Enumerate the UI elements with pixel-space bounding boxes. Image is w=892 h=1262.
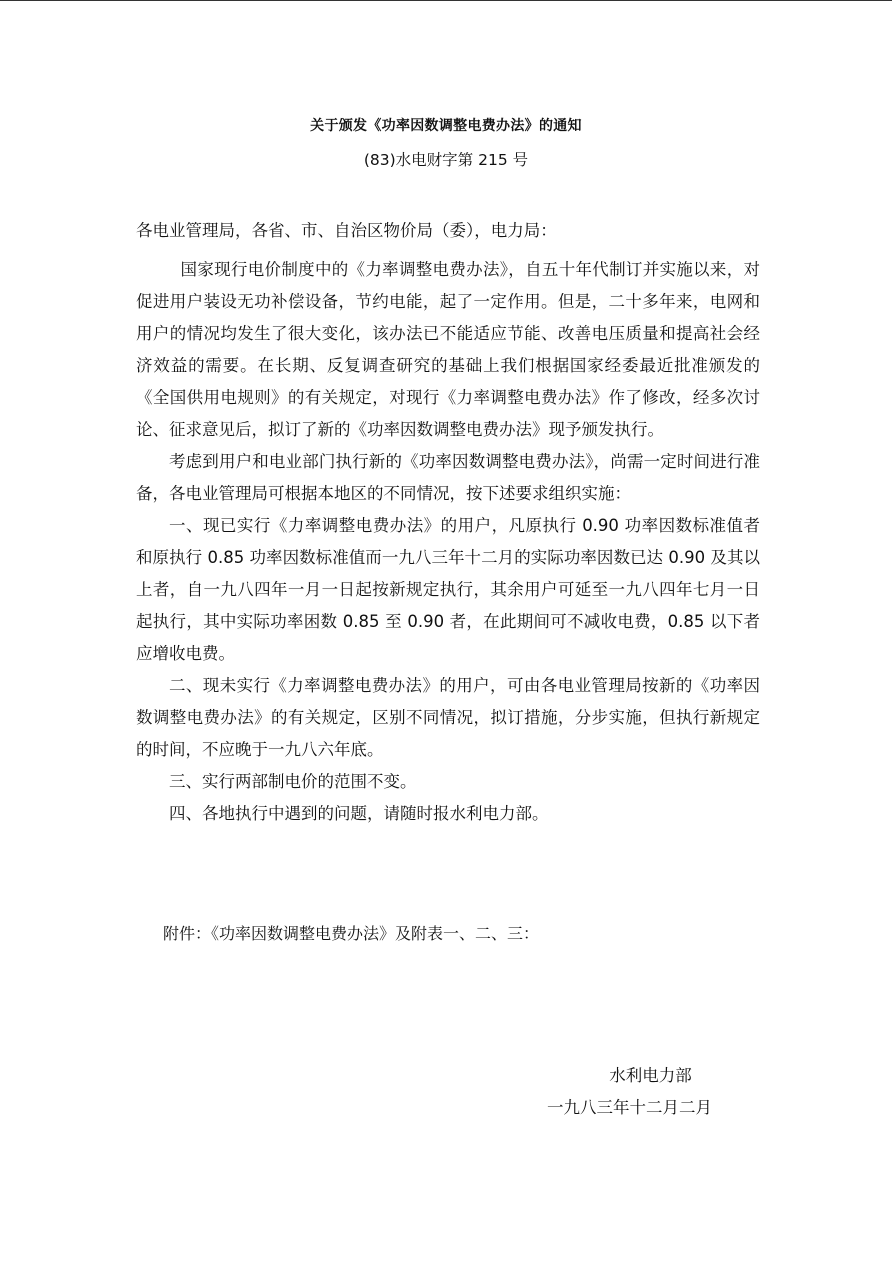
page-top-border [0,0,892,1]
signature-date: 一九八三年十二月二月 [547,1098,712,1117]
document-title: 关于颁发《功率因数调整电费办法》的通知 [310,118,582,134]
paragraph-item-2: 二、现未实行《力率调整电费办法》的用户，可由各电业管理局按新的《功率因数调整电费办法》的有关规定，区别不同情况，拟订措施，分步实施，但执行新规定的时间，不应晚于一九八六年底。 [136,676,760,759]
document-body [136,254,760,830]
paragraph-implementation: 考虑到用户和电业部门执行新的《功率因数调整电费办法》，尚需一定时间进行准备，各电业管理局可根据本地区的不同情况，按下述要求组织实施： [136,452,760,503]
signature-block [547,1060,712,1124]
addressee-line: 各电业管理局，各省、市、自治区物价局（委），电力局： [136,221,557,240]
attachment-line: 附件：《功率因数调整电费办法》及附表一、二、三： [163,924,540,943]
signature-organization: 水利电力部 [609,1066,692,1085]
document-number: (83)水电财字第 215 号 [363,151,529,169]
paragraph-item-3: 三、实行两部制电价的范围不变。 [169,772,417,791]
paragraph-item-1: 一、现已实行《力率调整电费办法》的用户，凡原执行 0.90 功率因数标准值者和原执行 0.85 功率因数标准值而一九八三年十二月的实际功率因数已达 0.90 及其以上者，自一九八四年一月一日起按新规定执行，其余用户可延至一九八四年七月一日起执行，其中实际功率困数 0.85 至 0.90 者，在此期间可不减收电费，0.85 以下者应增收电费。 [136,516,760,663]
paragraph-item-4: 四、各地执行中遇到的问题，请随时报水利电力部。 [169,804,549,823]
paragraph-intro: 国家现行电价制度中的《力率调整电费办法》，自五十年代制订并实施以来，对促进用户装设无功补偿设备，节约电能，起了一定作用。但是，二十多年来，电网和用户的情况均发生了很大变化，该办法已不能适应节能、改善电压质量和提高社会经济效益的需要。在长期、反复调查研究的基础上我们根据国家经委最近批准颁发的《全国供用电规则》的有关规定，对现行《力率调整电费办法》作了修改，经多次讨论、征求意见后，拟订了新的《功率因数调整电费办法》现予颁发执行。 [136,260,760,439]
